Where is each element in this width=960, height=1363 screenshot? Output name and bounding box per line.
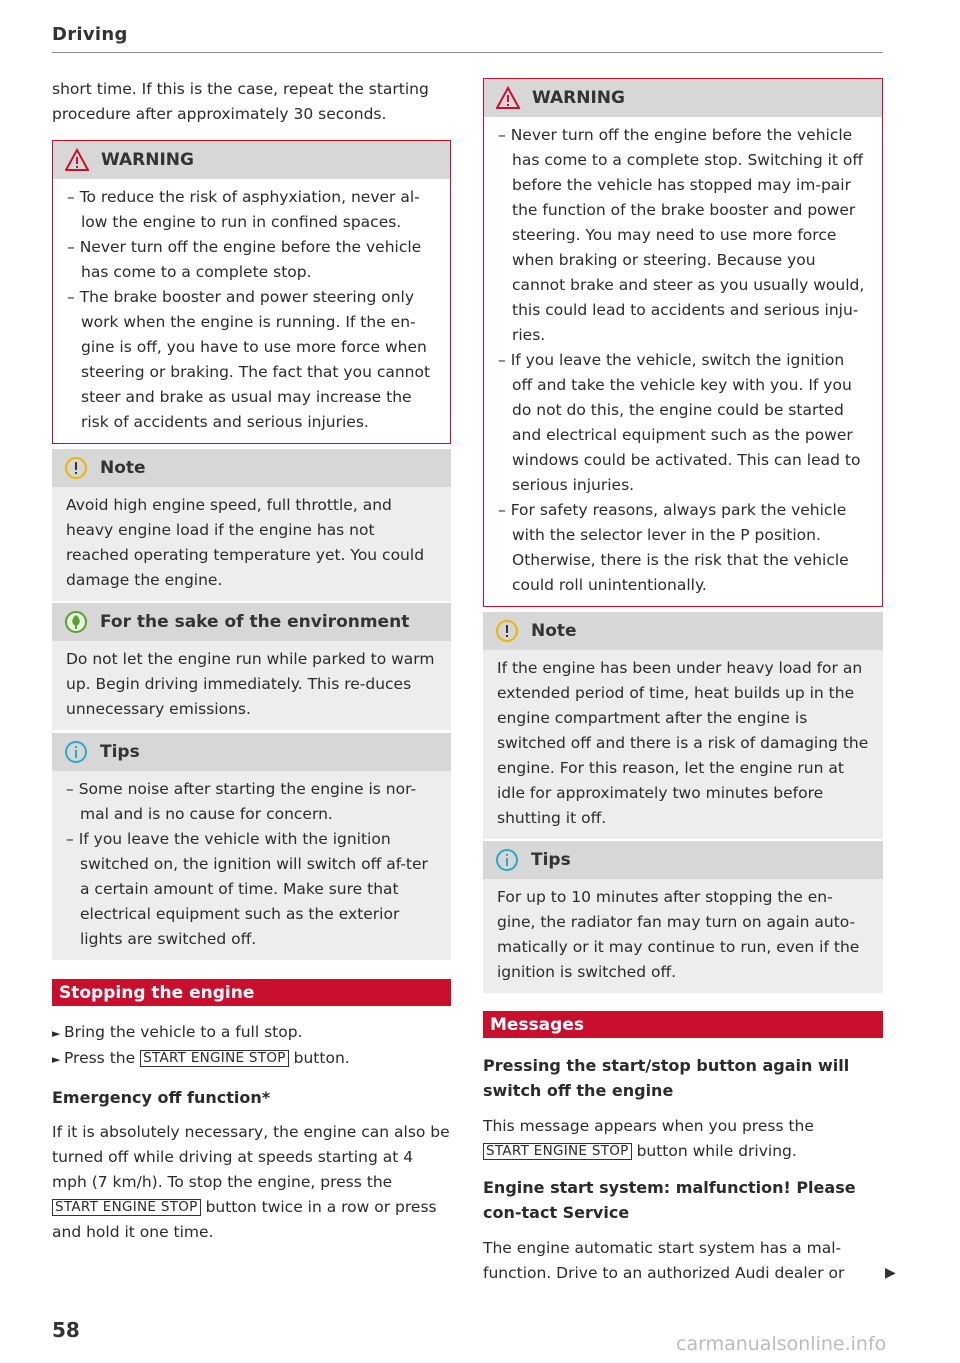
step-text: button.: [293, 1049, 350, 1067]
environment-text: Do not let the engine run while parked to warm up. Begin driving immediately. This re-duces unnecessary emissions.: [66, 650, 435, 718]
note-header: [483, 612, 883, 650]
emergency-section: [52, 1085, 451, 1245]
tips-title: Tips: [100, 742, 140, 762]
note-text: If the engine has been under heavy load for an extended period of time, heat builds up in the engine compartment after the engine is switched off and there is a risk of damaging the engine. For this reason, let the engine run at idle for approximately two minutes before shutting it off.: [497, 659, 869, 827]
emergency-heading: Emergency off function*: [52, 1088, 271, 1107]
warning-triangle-icon: [65, 148, 89, 172]
environment-leaf-icon: [64, 610, 88, 634]
messages-section: [483, 1053, 883, 1286]
start-engine-stop-key: START ENGINE STOP: [483, 1143, 632, 1160]
note-text: Avoid high engine speed, full throttle, and heavy engine load if the engine has not reached operating temperature yet. You could damage the engine.: [66, 496, 425, 589]
tips-item: – Some noise after starting the engine is nor-mal and is no cause for concern.: [66, 777, 437, 827]
emergency-text-part: button twice in a row or press and hold it one time.: [52, 1198, 437, 1241]
watermark: carmanualsonline.info: [676, 1333, 887, 1355]
start-engine-stop-key: START ENGINE STOP: [52, 1199, 201, 1216]
messages-heading: Messages: [483, 1011, 883, 1038]
warning-box-right: [483, 78, 883, 607]
message-text-part: button while driving.: [636, 1142, 797, 1160]
warning-header: [53, 141, 450, 179]
message-subheading: Pressing the start/stop button again will switch off the engine: [483, 1056, 850, 1100]
tips-item: – If you leave the vehicle with the ignition switched on, the ignition will switch off af-ter a certain amount of time. Make sure that electrical equipment such as the exterior lights are switched off.: [66, 827, 437, 952]
warning-item: – Never turn off the engine before the vehicle has come to a complete stop.: [67, 235, 436, 285]
note-exclamation-icon: [64, 456, 88, 480]
emergency-text: [52, 1120, 451, 1245]
warning-item: – The brake booster and power steering only work when the engine is running. If the en-gine is off, you have to use more force when steering or braking. The fact that you cannot steer and brake as usual may increase the risk of accidents and serious injuries.: [67, 285, 436, 435]
page-number: 58: [52, 1318, 80, 1342]
tips-header: [52, 733, 451, 771]
warning-item: – For safety reasons, always park the vehicle with the selector lever in the P position. Otherwise, there is the risk that the vehicle could roll unintentionally.: [498, 498, 868, 598]
warning-item: – To reduce the risk of asphyxiation, never al-low the engine to run in confined spaces.: [67, 185, 436, 235]
environment-title: For the sake of the environment: [100, 612, 410, 632]
note-box-right: [483, 612, 883, 839]
info-icon: [64, 740, 88, 764]
note-box-left: [52, 449, 451, 601]
step-text: Bring the vehicle to a full stop.: [63, 1023, 303, 1041]
tips-header: [483, 841, 883, 879]
message-text: [483, 1114, 883, 1164]
environment-box: [52, 603, 451, 730]
message-text-part: This message appears when you press the: [483, 1117, 814, 1135]
note-exclamation-icon: [495, 619, 519, 643]
warning-box-left: [52, 140, 451, 444]
continue-arrow-icon: ▶: [885, 1265, 896, 1281]
tips-title: Tips: [531, 850, 571, 870]
section-title: Driving: [52, 24, 128, 45]
step-text: Press the: [63, 1049, 136, 1067]
environment-header: [52, 603, 451, 641]
running-header: [52, 24, 883, 53]
start-engine-stop-key: START ENGINE STOP: [140, 1050, 289, 1067]
warning-title: WARNING: [532, 88, 625, 108]
message-subheading: Engine start system: malfunction! Please con-tact Service: [483, 1178, 856, 1222]
info-icon: [495, 848, 519, 872]
emergency-text-part: If it is absolutely necessary, the engine can also be turned off while driving at speeds starting at 4 mph (7 km/h). To stop the engine, press the: [52, 1123, 450, 1191]
warning-title: WARNING: [101, 150, 194, 170]
step-item: [52, 1046, 451, 1072]
warning-header: [484, 79, 882, 117]
warning-item: – If you leave the vehicle, switch the ignition off and take the vehicle key with you. If you do not do this, the engine could be started and electrical equipment such as the power windows could be activated. This can lead to serious injuries.: [498, 348, 868, 498]
note-title: Note: [531, 621, 577, 641]
tips-text: For up to 10 minutes after stopping the en-gine, the radiator fan may turn on again auto-matically or it may continue to run, even if the ignition is switched off.: [497, 888, 860, 981]
stopping-steps: [52, 1020, 451, 1072]
step-item: [52, 1020, 451, 1046]
intro-paragraph: short time. If this is the case, repeat the starting procedure after approximately 30 seconds.: [52, 80, 429, 123]
note-header: [52, 449, 451, 487]
warning-triangle-icon: [496, 86, 520, 110]
tips-box-left: [52, 733, 451, 960]
tips-box-right: [483, 841, 883, 993]
stopping-engine-heading: Stopping the engine: [52, 979, 451, 1006]
note-title: Note: [100, 458, 146, 478]
warning-item: – Never turn off the engine before the vehicle has come to a complete stop. Switching it off before the vehicle has stopped may im-pair the function of the brake booster and power steering. You may need to use more force when braking or steering. Because you cannot brake and steer as you usually would, this could lead to accidents and serious inju-ries.: [498, 123, 868, 348]
message-text: The engine automatic start system has a mal-function. Drive to an authorized Audi dealer or: [483, 1239, 845, 1282]
